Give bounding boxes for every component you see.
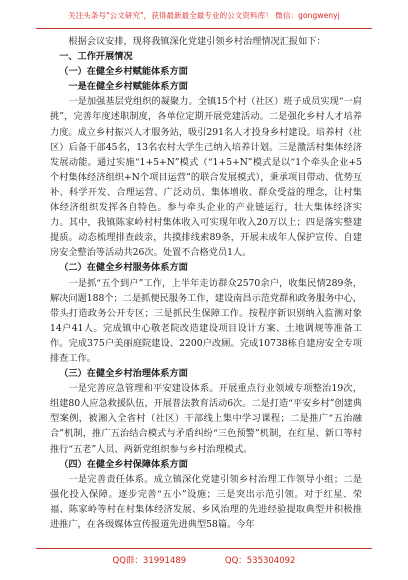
subsection-3-title: （三）在健全乡村治理体系方面 [59, 368, 188, 380]
subsection-2-paragraph: 一是抓“五个到户”工作，上半年走访群众2570余户，收集民情289条，解决问题188个；二是抓便民服务工作，建设南昌示范党群和政务服务中心，带头打造政务公开专区；三是抓民生保障工作。按程序新识别纳入监测对象14户41人。完成镇中心敬老院改造建设项目设计方案、土地调规等准备工作。完成375户美丽庭院建设、2200户改厕。完成10738栋自建房安全专项排查工作。 [50, 277, 362, 364]
subsection-2-title: （二）在健全乡村服务体系方面 [59, 262, 188, 274]
subsection-1-paragraph: 一是加强基层党组织的凝聚力。全镇15个村（社区）班子成员实现“一肩挑”，完善年度述职制度，各单位定期开展党建活动。二是强化乡村人才培养力度。成立乡村振兴人才服务站，吸引291名人才投身乡村建设。培养村（社区）后备干部45名，13名农村大学生己纳入培养计划。三是激活村集体经济发展动能。通过实施“1+5+N”模式（“1+5+N”模式是以“1个牵头企业+5个村集体经济组织+N个项目运营”的联合发展模式），秉承项目带动、优势互补、科学开发、合理运营、广泛动员、集体增收、群众受益的理念，让村集体经济组织发挥各自特色。参与牵头企业的产业链运行，壮大集体经济实力。其中，我镇陈家岭村村集体收入可实现年收入20万以上；四是落实整建提质。动态梳理排查歧亲，共摸排线索89条，开展未成年人保护宣传、自建房安全整治等活动共26次。处置不合格党员1人。 [50, 96, 362, 259]
header-banner: 关注头条号"公文研究"，获得最新最全最专业的公文资料库！ 微信：gongwenyj [68, 11, 340, 20]
subsection-4-paragraph: 一是完善责任体系。成立镇深化党建引领乡村治理工作领导小组；二是强化投入保障。逐步完善“五小”设施；三是突出示范引领。对于红星、荣福、陈家岭等村在村集体经济发展、乡风治理的先进经验提取典型并积极推进推广，在各级媒体宣传报道先进典型58篇。今年 [50, 473, 362, 530]
footer-qq-group: QQ群：31991489 [112, 556, 187, 566]
footer [0, 554, 408, 566]
subsection-4-title: （四）在健全乡村保障体系方面 [59, 458, 188, 470]
subsection-1-subtitle: 一是在健全乡村赋能体系方面 [68, 81, 188, 93]
footer-divider [36, 548, 372, 549]
header-divider [36, 28, 372, 29]
subsection-3-paragraph: 一是完善应急管理和平安建设体系。开展重点行业领域专项整治19次，组建80人应急救援队伍，开展普法教育活动6次。二是打造“平安乡村”创建典型案例，被湘入全省村（社区）干部线上集中学习课程；二是推广“五治融合”机制，推广五治结合模式与矛盾纠纷“三色预警”机制，在红星、新口等村推行“五老”人员、两新党组织参与乡村治理模式。 [50, 383, 362, 455]
subsection-1-title: （一）在健全乡村赋能体系方面 [59, 66, 188, 78]
document-body [50, 34, 362, 532]
section-heading: 一、工作开展情况 [59, 51, 133, 63]
intro-paragraph: 根据会议安排，现将我镇深化党建引领乡村治理情况汇报如下： [68, 36, 326, 47]
footer-qq: QQ：535304092 [224, 556, 296, 566]
